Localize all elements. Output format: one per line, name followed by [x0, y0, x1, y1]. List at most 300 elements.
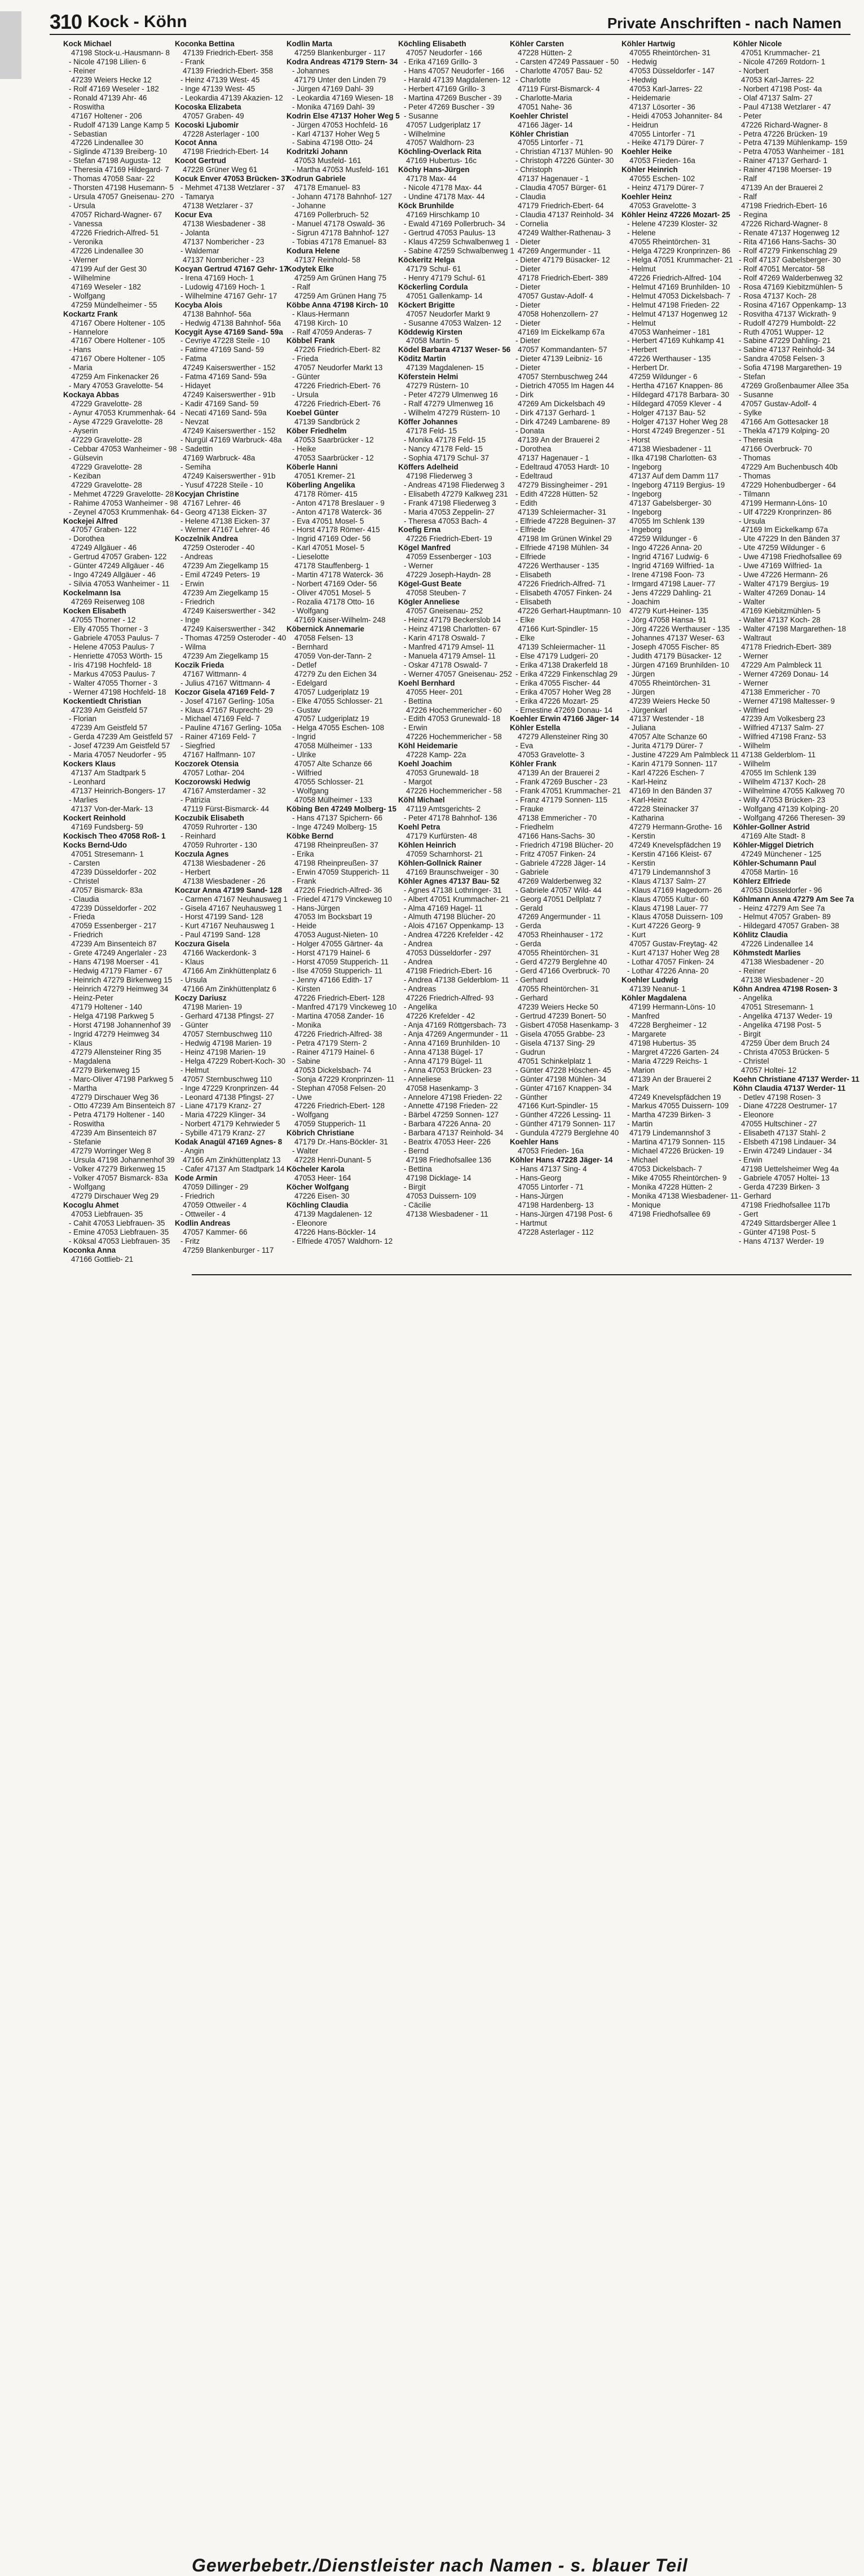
directory-entry: - Helga 47229 Robert-Koch- 30: [180, 1056, 286, 1065]
directory-entry: 47226 Friedrich-Alfred- 51: [71, 229, 159, 238]
directory-entry: 47059 Stupperich- 11: [294, 1120, 367, 1129]
directory-entry: - Ingrid 47169 Wilfried- 1a: [627, 561, 715, 571]
directory-entry: - Helmut: [180, 1065, 209, 1074]
directory-entry-headword: Köhlerz Elfriede: [733, 876, 791, 885]
directory-entry: 47198 Friedhofsallee 117b: [741, 1200, 830, 1209]
directory-entry: - Hans: [69, 345, 91, 354]
directory-entry: 47057 Richard-Wagner- 67: [71, 210, 162, 220]
directory-entry: - Rolf 47051 Mercator- 58: [739, 264, 825, 273]
directory-entry: - Ute 47229 In den Bänden 37: [739, 534, 840, 543]
directory-entry: - Margot: [404, 778, 432, 787]
directory-entry-headword: Köditz Martin: [398, 354, 446, 363]
directory-entry: - Christa 47053 Brücken- 5: [739, 1047, 830, 1056]
directory-entry: 47053 Heer- 164: [294, 1174, 351, 1183]
directory-entry: - Dorothea: [69, 534, 105, 543]
directory-entry: - Diane 47228 Oestrumer- 17: [739, 1102, 837, 1111]
directory-entry: - Norbert 47169 Oder- 56: [292, 580, 377, 589]
directory-entry: - Dieter: [515, 336, 540, 345]
directory-entry: - Gülsevin: [69, 453, 103, 462]
directory-entry: - Beatrix 47053 Heer- 226: [404, 1138, 491, 1147]
directory-entry: 47137 Reinhold- 58: [294, 255, 360, 264]
directory-entry-headword: Kockers Klaus: [63, 760, 116, 769]
directory-entry: - Marlies: [69, 796, 98, 805]
directory-entry: 47239 Düsseldorfer - 202: [71, 903, 157, 912]
directory-entry-headword: Kocyba Alois: [175, 300, 223, 309]
directory-entry: 47249 Kaiserswerther - 152: [183, 426, 276, 435]
directory-entry: 47199 Auf der Gest 30: [71, 264, 147, 273]
directory-entry: - Martha: [69, 1083, 97, 1092]
directory-entry: - Günter: [180, 1020, 209, 1029]
directory-entry: - Klaus 47169 Hagedorn- 26: [627, 885, 722, 894]
directory-entry: - Werner 47198 Maltesser- 9: [739, 696, 835, 705]
directory-entry: 47239 Weiers Hecke 12: [71, 75, 152, 84]
directory-entry: 47053 Gravelotte- 3: [518, 751, 585, 760]
directory-entry-headword: Köbbel Frank: [286, 336, 335, 345]
directory-entry: - Inge 47249 Molberg- 15: [292, 822, 377, 831]
directory-entry: - Rolf 47269 Walderbenweg 32: [739, 273, 843, 282]
directory-entry-headword: Kockelmann Isa: [63, 589, 121, 598]
directory-entry: - Herbert: [180, 867, 210, 876]
directory-entry: - Kerstin: [627, 831, 655, 840]
directory-entry: - Jürgenkarl: [627, 705, 667, 714]
directory-entry: - Iris 47198 Hochfeld- 18: [69, 660, 152, 669]
directory-entry: 47053 Gravelotte- 3: [629, 201, 697, 210]
directory-entry: - Werner: [739, 678, 768, 687]
directory-entry: - Patrizia: [180, 796, 210, 805]
directory-entry: 47269 Angermunder - 11: [518, 246, 601, 255]
directory-entry: - Pauline 47167 Gerling- 105a: [180, 723, 281, 732]
directory-entry: 47169 Warbruck- 48a: [183, 453, 255, 462]
directory-entry: 47198 Friedhofsallee 69: [629, 1209, 711, 1218]
directory-entry-headword: Kockejei Alfred: [63, 516, 118, 525]
directory-entry: 47228 Grüner Weg 61: [183, 165, 258, 174]
directory-entry: 47259 Blankenburger - 117: [183, 1245, 274, 1254]
directory-entry: - Fatime 47169 Sand- 59: [180, 345, 265, 354]
directory-entry: 47226 Werthauser - 135: [629, 354, 711, 363]
directory-entry: 47139 An der Brauerei 2: [518, 769, 600, 778]
directory-entry: 47057 Sternbuschweg 110: [183, 1029, 272, 1038]
directory-entry: - Frank: [180, 57, 205, 66]
directory-entry-headword: Kodlin Andreas: [175, 1218, 231, 1227]
directory-entry: 47057 Neudorfer Markt 9: [406, 309, 490, 318]
directory-entry: - Hannelore: [69, 327, 108, 336]
directory-entry: - Anna 47138 Bügel- 17: [404, 1047, 483, 1056]
directory-entry: - Susanne: [404, 111, 439, 120]
directory-entry: 47198 Hardenberg- 13: [518, 1200, 594, 1209]
directory-entry: - Wilfried: [292, 769, 322, 778]
directory-entry-headword: Köhler-Gollner Astrid: [733, 822, 810, 831]
directory-entry: 47279 Allensteiner Ring 30: [518, 732, 609, 741]
directory-entry: 47167 Obere Holtener - 105: [71, 354, 165, 363]
directory-entry: - Johann 47178 Bahnhof- 127: [292, 192, 393, 201]
directory-entry-headword: Köckeritz Helga: [398, 255, 455, 264]
directory-entry: - Mary 47053 Gravelotte- 54: [69, 381, 164, 390]
directory-entry: 47239 Weiers Hecke 50: [629, 696, 710, 705]
directory-entry: 47166 Overbruck- 70: [741, 444, 812, 453]
directory-entry: - Nevzat: [180, 418, 209, 427]
directory-entry: - Ursula 47057 Gneisenau- 270: [69, 192, 174, 201]
directory-entry: - Else 47179 Ludgeri- 20: [515, 651, 598, 660]
directory-entry: 47053 August-Nieten- 10: [294, 931, 378, 940]
directory-entry: - Helmut 47198 Frieden- 22: [627, 300, 720, 309]
directory-entry: - Wolfgang: [69, 291, 105, 300]
directory-entry-headword: Kockisch Theo 47058 Roß- 1: [63, 831, 166, 840]
directory-entry: - Heidrun: [627, 120, 659, 129]
directory-entry: - Dieter: [515, 363, 540, 372]
directory-entry: - Manuel 47178 Oswald- 36: [292, 220, 385, 229]
directory-entry: 47137 Heinrich-Bongers- 17: [71, 787, 166, 796]
directory-entry: - Klaus 47055 Kultur- 60: [627, 894, 709, 903]
directory-entry: - Maria 47057 Neudorfer - 95: [69, 751, 166, 760]
directory-entry: - Wilfried 47198 Franz- 53: [739, 732, 826, 741]
directory-entry: - Stefan: [739, 372, 765, 381]
directory-entry: - Martha 47053 Musfeld- 161: [292, 165, 389, 174]
directory-entry: 47169 Kiebitzmühlen- 5: [741, 607, 821, 616]
directory-entry: - Georg 47051 Dellplatz 7: [515, 894, 602, 903]
directory-entry: 47053 Dickelsbach- 7: [629, 1165, 702, 1174]
directory-entry-headword: Koczelnik Andrea: [175, 534, 238, 543]
directory-entry: - Necati 47169 Sand- 59a: [180, 409, 267, 418]
directory-entry: - Tobias 47178 Emanuel- 83: [292, 237, 387, 246]
directory-entry: - Rosa 47169 Kiebitzmühlen- 5: [739, 282, 843, 291]
directory-entry: - Nicole 47269 Rotdorn- 1: [739, 57, 826, 66]
directory-entry: - Birgit: [404, 1183, 426, 1192]
directory-entry: - Werner: [69, 255, 98, 264]
directory-entry: - Karl 47051 Mosel- 5: [292, 543, 365, 552]
directory-entry: 47198 Friedrich-Ebert- 16: [406, 967, 492, 976]
directory-entry: - Elsbeth 47198 Lindauer- 34: [739, 1138, 836, 1147]
directory-entry: 47055 Im Schlenk 139: [629, 516, 705, 525]
directory-entry: - Roswitha: [69, 1120, 105, 1129]
directory-entry: - Sophia 47179 Schul- 37: [404, 453, 490, 462]
directory-entry: - Andreas: [180, 552, 213, 561]
directory-entry: - Claudia 47057 Bürger- 61: [515, 183, 607, 192]
directory-entry: - Nicole 47178 Max- 44: [404, 183, 482, 192]
directory-entry: - Günther 47226 Lessing- 11: [515, 1111, 611, 1120]
directory-entry-headword: Koczur Anna 47199 Sand- 128: [175, 885, 283, 894]
directory-entry: 47249 Allgäuer - 46: [71, 543, 137, 552]
directory-entry: - Günter 47228 Höschen- 45: [515, 1065, 611, 1074]
directory-entry: - Rainer 47169 Feld- 7: [180, 732, 256, 741]
directory-entry: - Magdalena: [69, 1056, 111, 1065]
directory-entry: 47198 Friedrich-Ebert- 16: [741, 201, 827, 210]
directory-entry: - Jens 47229 Dahling- 21: [627, 589, 712, 598]
directory-entry: - Martin: [627, 1120, 653, 1129]
directory-entry: - Heinz 47139 West- 45: [180, 75, 260, 84]
directory-entry: - Elfriede 47228 Beguinen- 37: [515, 516, 616, 525]
directory-entry-headword: Koczubik Elisabeth: [175, 813, 244, 822]
directory-entry: - Wolfgang: [292, 607, 329, 616]
directory-entry: - Semiha: [180, 462, 211, 471]
directory-entry: - Heinz-Peter: [69, 994, 113, 1003]
directory-entry: - Angelika: [404, 1002, 437, 1011]
directory-entry: - Sigrun 47178 Bahnhof- 127: [292, 229, 389, 238]
directory-entry: 47269 Angermunder - 11: [518, 912, 601, 921]
directory-entry: - Wilhelm: [739, 760, 770, 769]
page-footer: [0, 1276, 864, 2575]
directory-entry: - Wilhelm: [739, 741, 770, 751]
directory-entry: - Petra 47179 Holtener - 140: [69, 1111, 165, 1120]
directory-entry: - Rainer 47198 Moerser- 19: [739, 165, 832, 174]
directory-entry: - Jürgen: [627, 669, 655, 678]
directory-entry-headword: Köbbe Anna 47198 Kirch- 10: [286, 300, 389, 309]
directory-entry: - Helga 47198 Parkweg 5: [69, 1011, 155, 1020]
directory-entry: - Gertrud 47057 Graben- 122: [69, 552, 167, 561]
directory-entry: 47279 Dirschauer Weg 29: [71, 1192, 159, 1200]
directory-entry: - Ingeborg: [627, 462, 662, 471]
directory-entry-headword: Kocyjan Christine: [175, 489, 239, 498]
directory-entry: - Gertrud 47239 Bonert- 50: [515, 1011, 606, 1020]
directory-column-1: [63, 40, 179, 1264]
directory-entry-headword: Kodura Helene: [286, 246, 340, 255]
directory-entry-headword: Koehler Hans: [510, 1138, 559, 1147]
directory-entry: - Heinrich 47279 Birkenweg 15: [69, 976, 173, 985]
directory-entry-headword: Köferstein Helmi: [398, 372, 459, 381]
directory-entry: - Hans 47137 Spichern- 66: [292, 813, 383, 822]
directory-entry: - Michael 47169 Feld- 7: [180, 714, 260, 723]
directory-entry: - Günter 47249 Allgäuer - 46: [69, 561, 164, 571]
directory-entry: - Andreas 47198 Fliederweg 3: [404, 480, 505, 489]
directory-entry: 47053 Saarbrücker - 12: [294, 453, 374, 462]
directory-entry: 47226 Gerhart-Hauptmann- 10: [518, 607, 621, 616]
directory-entry: - Holger 47055 Gärtner- 4a: [292, 940, 383, 949]
directory-entry: - Maria 47053 Zeppelin- 27: [404, 507, 495, 516]
directory-entry: - Julius 47167 Wittmann- 4: [180, 678, 271, 687]
directory-entry: 47057 Neudorfer - 166: [406, 48, 482, 57]
directory-entry-headword: Köck Brunhilde: [398, 201, 454, 210]
directory-entry: - Monika 47178 Feld- 15: [404, 435, 486, 444]
directory-entry: - Edelgard: [292, 678, 327, 687]
directory-entry: 47057 Alte Schanze 60: [629, 732, 707, 741]
directory-entry-headword: Köhler Heinrich: [621, 165, 678, 174]
directory-entry: 47139 Schleiermacher- 31: [518, 507, 607, 516]
directory-entry-headword: Kocyan Gertrud 47167 Gehr- 17: [175, 264, 288, 273]
directory-entry: 47249 Knevelspfädchen 19: [629, 840, 721, 849]
directory-entry: 47226 Krefelder - 42: [406, 1011, 475, 1020]
directory-entry: - Eva: [515, 741, 534, 751]
directory-entry: - Heidemarie: [627, 93, 671, 102]
directory-entry: - Detlef: [292, 660, 317, 669]
directory-entry: - Claudia 47137 Reinhold- 34: [515, 210, 614, 220]
directory-entry: - Rudolf 47139 Lange Kamp 5: [69, 120, 170, 129]
directory-entry: 47053 Düsseldorfer - 96: [741, 885, 822, 894]
directory-entry: - Cafer 47137 Am Stadtpark 14: [180, 1165, 285, 1174]
footer-crossreference: Gewerbebetr./Dienstleister nach Namen - s. blauer Teil: [192, 2555, 688, 2575]
directory-entry: - Karl-Heinz: [627, 778, 667, 787]
directory-entry: - Klaus 47259 Schwalbenweg 1: [404, 237, 510, 246]
directory-entry: 47226 Lindenallee 30: [71, 138, 144, 147]
directory-entry: - Leokardia 47169 Wiesen- 18: [292, 93, 394, 102]
directory-entry: 47249 Kaiserswerther - 342: [183, 607, 276, 616]
directory-entry: - Thomas 47259 Osteroder - 40: [180, 633, 286, 642]
directory-entry: - Siegfried: [180, 741, 215, 751]
directory-entry: 47059 Essenberger - 217: [71, 921, 157, 931]
directory-entry: - Alois 47167 Oppenkamp- 13: [404, 921, 504, 931]
directory-entry: - Horst 47178 Römer- 415: [292, 525, 380, 534]
directory-entry: 47259 Mündelheimer - 55: [71, 300, 157, 309]
directory-entry: 47259 Wildunger - 6: [629, 534, 698, 543]
directory-entry: 47138 Emmericher - 70: [518, 813, 597, 822]
directory-entry: - Jurita 47179 Dürer- 7: [627, 741, 703, 751]
directory-entry: - Gabriele: [515, 867, 549, 876]
directory-entry: 47166 Am Zinkhüttenplatz 6: [183, 967, 277, 976]
directory-entry-headword: Köhler-Schumann Paul: [733, 858, 817, 867]
directory-entry: - Gustav: [292, 705, 321, 714]
directory-entry: 47058 Martin- 16: [741, 867, 799, 876]
directory-entry: - Marc-Oliver 47198 Parkweg 5: [69, 1074, 174, 1083]
directory-entry: - Holger 47137 Bau- 52: [627, 409, 706, 418]
directory-entry: - Angelika 47137 Weder- 19: [739, 1011, 832, 1020]
directory-entry: 47139 Magdalenen- 12: [294, 1209, 372, 1218]
directory-entry: 47053 Karl-Jarres- 22: [629, 84, 703, 93]
directory-entry: 47198 Stock-u.-Hausmann- 8: [71, 48, 170, 57]
directory-entry: 47228 Kamp- 22a: [406, 751, 466, 760]
directory-entry: 47166 Hans-Sachs- 30: [518, 831, 595, 840]
directory-entry: - Agnes 47138 Lothringer- 31: [404, 885, 502, 894]
directory-entry-headword: Koehler Erwin 47166 Jäger- 14: [510, 714, 619, 723]
directory-entry: - Hans 47198 Moerser - 41: [69, 958, 160, 967]
directory-entry: - Andrea: [404, 958, 433, 967]
directory-entry: - Hans 47137 Sing- 4: [515, 1165, 587, 1174]
directory-entry: 47279 Birkenweg 15: [71, 1065, 140, 1074]
directory-entry: - Eva 47051 Mosel- 5: [292, 516, 364, 525]
directory-entry-headword: Kögler Anneliese: [398, 598, 460, 607]
directory-entry-headword: Kodritzki Johann: [286, 147, 348, 156]
directory-entry: - Ruth 47051 Wupper- 12: [739, 327, 824, 336]
directory-entry: 47055 Rheintörchen- 31: [518, 949, 599, 958]
directory-entry: - Erwin 47059 Stupperich- 11: [292, 867, 390, 876]
directory-entry: - Gerald: [515, 903, 543, 912]
directory-entry: - Jürgen 47169 Dahl- 39: [292, 84, 374, 93]
directory-entry: 47226 Richard-Wagner- 8: [741, 120, 828, 129]
directory-entry: - Otto 47239 Am Binsenteich 87: [69, 1102, 176, 1111]
directory-entry: - Heike: [292, 444, 316, 453]
directory-entry: - Henriette 47053 Wörth- 15: [69, 651, 162, 660]
directory-entry: 47051 Kremer- 21: [294, 471, 355, 480]
directory-entry: - Erika 47138 Drakerfeld 18: [515, 660, 608, 669]
directory-entry-headword: Kögel Manfred: [398, 543, 451, 552]
directory-entry: - Martin 47178 Waterck- 36: [292, 571, 383, 580]
directory-entry: 47169 Weseler - 182: [71, 282, 142, 291]
directory-entry: - Josef 47167 Gerling- 105a: [180, 696, 274, 705]
directory-entry: 47057 Kammer- 66: [183, 1227, 248, 1236]
directory-entry-headword: Kocoski Ljubomir: [175, 120, 239, 129]
directory-entry: - Thorsten 47198 Husemann- 5: [69, 183, 174, 192]
directory-entry-headword: Kocken Elisabeth: [63, 607, 126, 616]
directory-entry: - Martha 47239 Birken- 3: [627, 1111, 711, 1120]
directory-entry: - Uwe 47226 Hermann- 26: [739, 571, 828, 580]
directory-entry: - Martina 47058 Zander- 16: [292, 1011, 385, 1020]
directory-entry: - Gabriele 47057 Wild- 44: [515, 885, 602, 894]
directory-entry: - Wilma: [180, 642, 206, 651]
directory-entry: - Hans-Jürgen: [292, 903, 340, 912]
directory-entry: 47178 Römer- 415: [294, 489, 358, 498]
directory-column-7: [733, 40, 859, 1246]
directory-entry: - Rosvitha 47137 Wickrath- 9: [739, 309, 836, 318]
directory-entry: - Bettina: [404, 696, 432, 705]
directory-entry: 47226 Friedrich-Ebert- 76: [294, 400, 381, 409]
directory-entry: 47058 Mülheimer - 133: [294, 741, 372, 751]
directory-entry: - Friedrich: [180, 598, 215, 607]
directory-entry: - Rainer 47137 Gerhard- 1: [739, 156, 828, 165]
directory-entry: 47169 Im Eickelkamp 67a: [741, 525, 828, 534]
directory-entry: - Ingrid 47279 Heimweg 34: [69, 1029, 160, 1038]
directory-entry: - Heinz 47198 Charlotten- 67: [404, 624, 501, 633]
directory-entry: 47139 Magdalenen- 15: [406, 363, 484, 372]
directory-entry: - Karin 47178 Oswald- 7: [404, 633, 486, 642]
directory-entry: - Köksal 47053 Liebfrauen- 35: [69, 1236, 170, 1245]
directory-entry: - Heidi 47053 Johanniter- 84: [627, 111, 722, 120]
directory-entry: - Charlotte: [515, 75, 551, 84]
directory-entry: 47166 Kurt-Spindler- 15: [518, 1102, 598, 1111]
directory-entry: 47279 Dirschauer Weg 36: [71, 1092, 159, 1102]
directory-entry: - Klaus-Hermann: [292, 309, 350, 318]
directory-entry: - Anna 47169 Brunhilden- 10: [404, 1038, 500, 1047]
directory-entry: - Cebbar 47053 Wanheimer - 98: [69, 444, 177, 453]
directory-entry: - Norbert 47179 Kehrwieder 5: [180, 1120, 280, 1129]
directory-entry: - Horst 47199 Sand- 128: [180, 912, 263, 921]
directory-entry: 47259 Osteroder - 40: [183, 543, 255, 552]
directory-entry: - Erwin: [404, 723, 427, 732]
directory-entry: - Monika 47169 Dahl- 39: [292, 102, 375, 111]
directory-entry: 47058 Hasenkamp- 3: [406, 1083, 479, 1092]
directory-entry: - Gerda 47239 Am Geistfeld 57: [69, 732, 173, 741]
directory-entry: - Helmut 47137 Hogenweg 12: [627, 309, 728, 318]
directory-entry-headword: Köhlen-Gollnick Rainer: [398, 858, 482, 867]
directory-entry: 47057 Lothar- 204: [183, 769, 245, 778]
directory-entry: - Rozalia 47178 Otto- 16: [292, 598, 374, 607]
directory-entry: 47137 Gabelsberger- 30: [629, 498, 712, 507]
directory-entry: - Dirk 47137 Gerhard- 1: [515, 409, 596, 418]
directory-entry: 47057 Kommandanten- 57: [518, 345, 607, 354]
directory-entry: 47055 Im Schlenk 139: [741, 769, 817, 778]
directory-entry: - Reiner: [739, 967, 766, 976]
directory-entry: - Dieter: [515, 282, 540, 291]
directory-entry-headword: Koczura Gisela: [175, 940, 230, 949]
directory-entry: - Günter: [292, 372, 320, 381]
directory-entry: - Georg 47138 Eicken- 37: [180, 507, 267, 516]
directory-entry: - Ingeborg: [627, 489, 662, 498]
directory-entry: - Erika: [292, 849, 314, 858]
directory-entry: 47166 Am Zinkhüttenplatz 6: [183, 985, 277, 994]
directory-entry: - Sabine: [292, 1056, 320, 1065]
directory-entry: 47119 Fürst-Bismarck- 4: [518, 84, 600, 93]
directory-entry: - Ralf: [739, 174, 757, 183]
directory-entry: - Walter: [739, 598, 765, 607]
directory-entry: - Wolfgang 47266 Theresen- 39: [739, 813, 845, 822]
directory-entry-headword: Köbke Bernd: [286, 831, 334, 840]
directory-entry: 47279 Worringer Weg 8: [71, 1147, 151, 1156]
directory-entry: 47279 Rüstern- 10: [406, 381, 469, 390]
directory-entry-headword: Köchling Claudia: [286, 1200, 349, 1209]
directory-entry-headword: Köhler Nicole: [733, 40, 782, 48]
directory-entry: 47051 Krummacher- 21: [741, 48, 821, 57]
directory-entry: 47137 Nombericher - 23: [183, 237, 265, 246]
directory-entry: 47279 Hermann-Grothe- 16: [629, 822, 722, 831]
directory-column-2: [175, 40, 290, 1255]
directory-entry: - Gabriele 47053 Paulus- 7: [69, 633, 160, 642]
directory-entry: - Anton 47178 Waterck- 36: [292, 507, 382, 516]
directory-entry: 47053 Musfeld- 161: [294, 156, 362, 165]
directory-entry: 47249 Walther-Rathenau- 3: [518, 229, 611, 238]
directory-entry: - Roswitha: [69, 102, 105, 111]
directory-entry: 47169 Braunschweiger - 30: [406, 867, 499, 876]
directory-entry: - Ralf 47279 Ulmenweg 16: [404, 400, 493, 409]
directory-entry: - Werner 47198 Hochfeld- 18: [69, 687, 166, 696]
directory-entry: 47059 Ruhrorter - 130: [183, 822, 257, 831]
directory-entry: - Stefan 47198 Augusta- 12: [69, 156, 161, 165]
directory-entry: - Karin 47179 Sonnen- 117: [627, 760, 717, 769]
